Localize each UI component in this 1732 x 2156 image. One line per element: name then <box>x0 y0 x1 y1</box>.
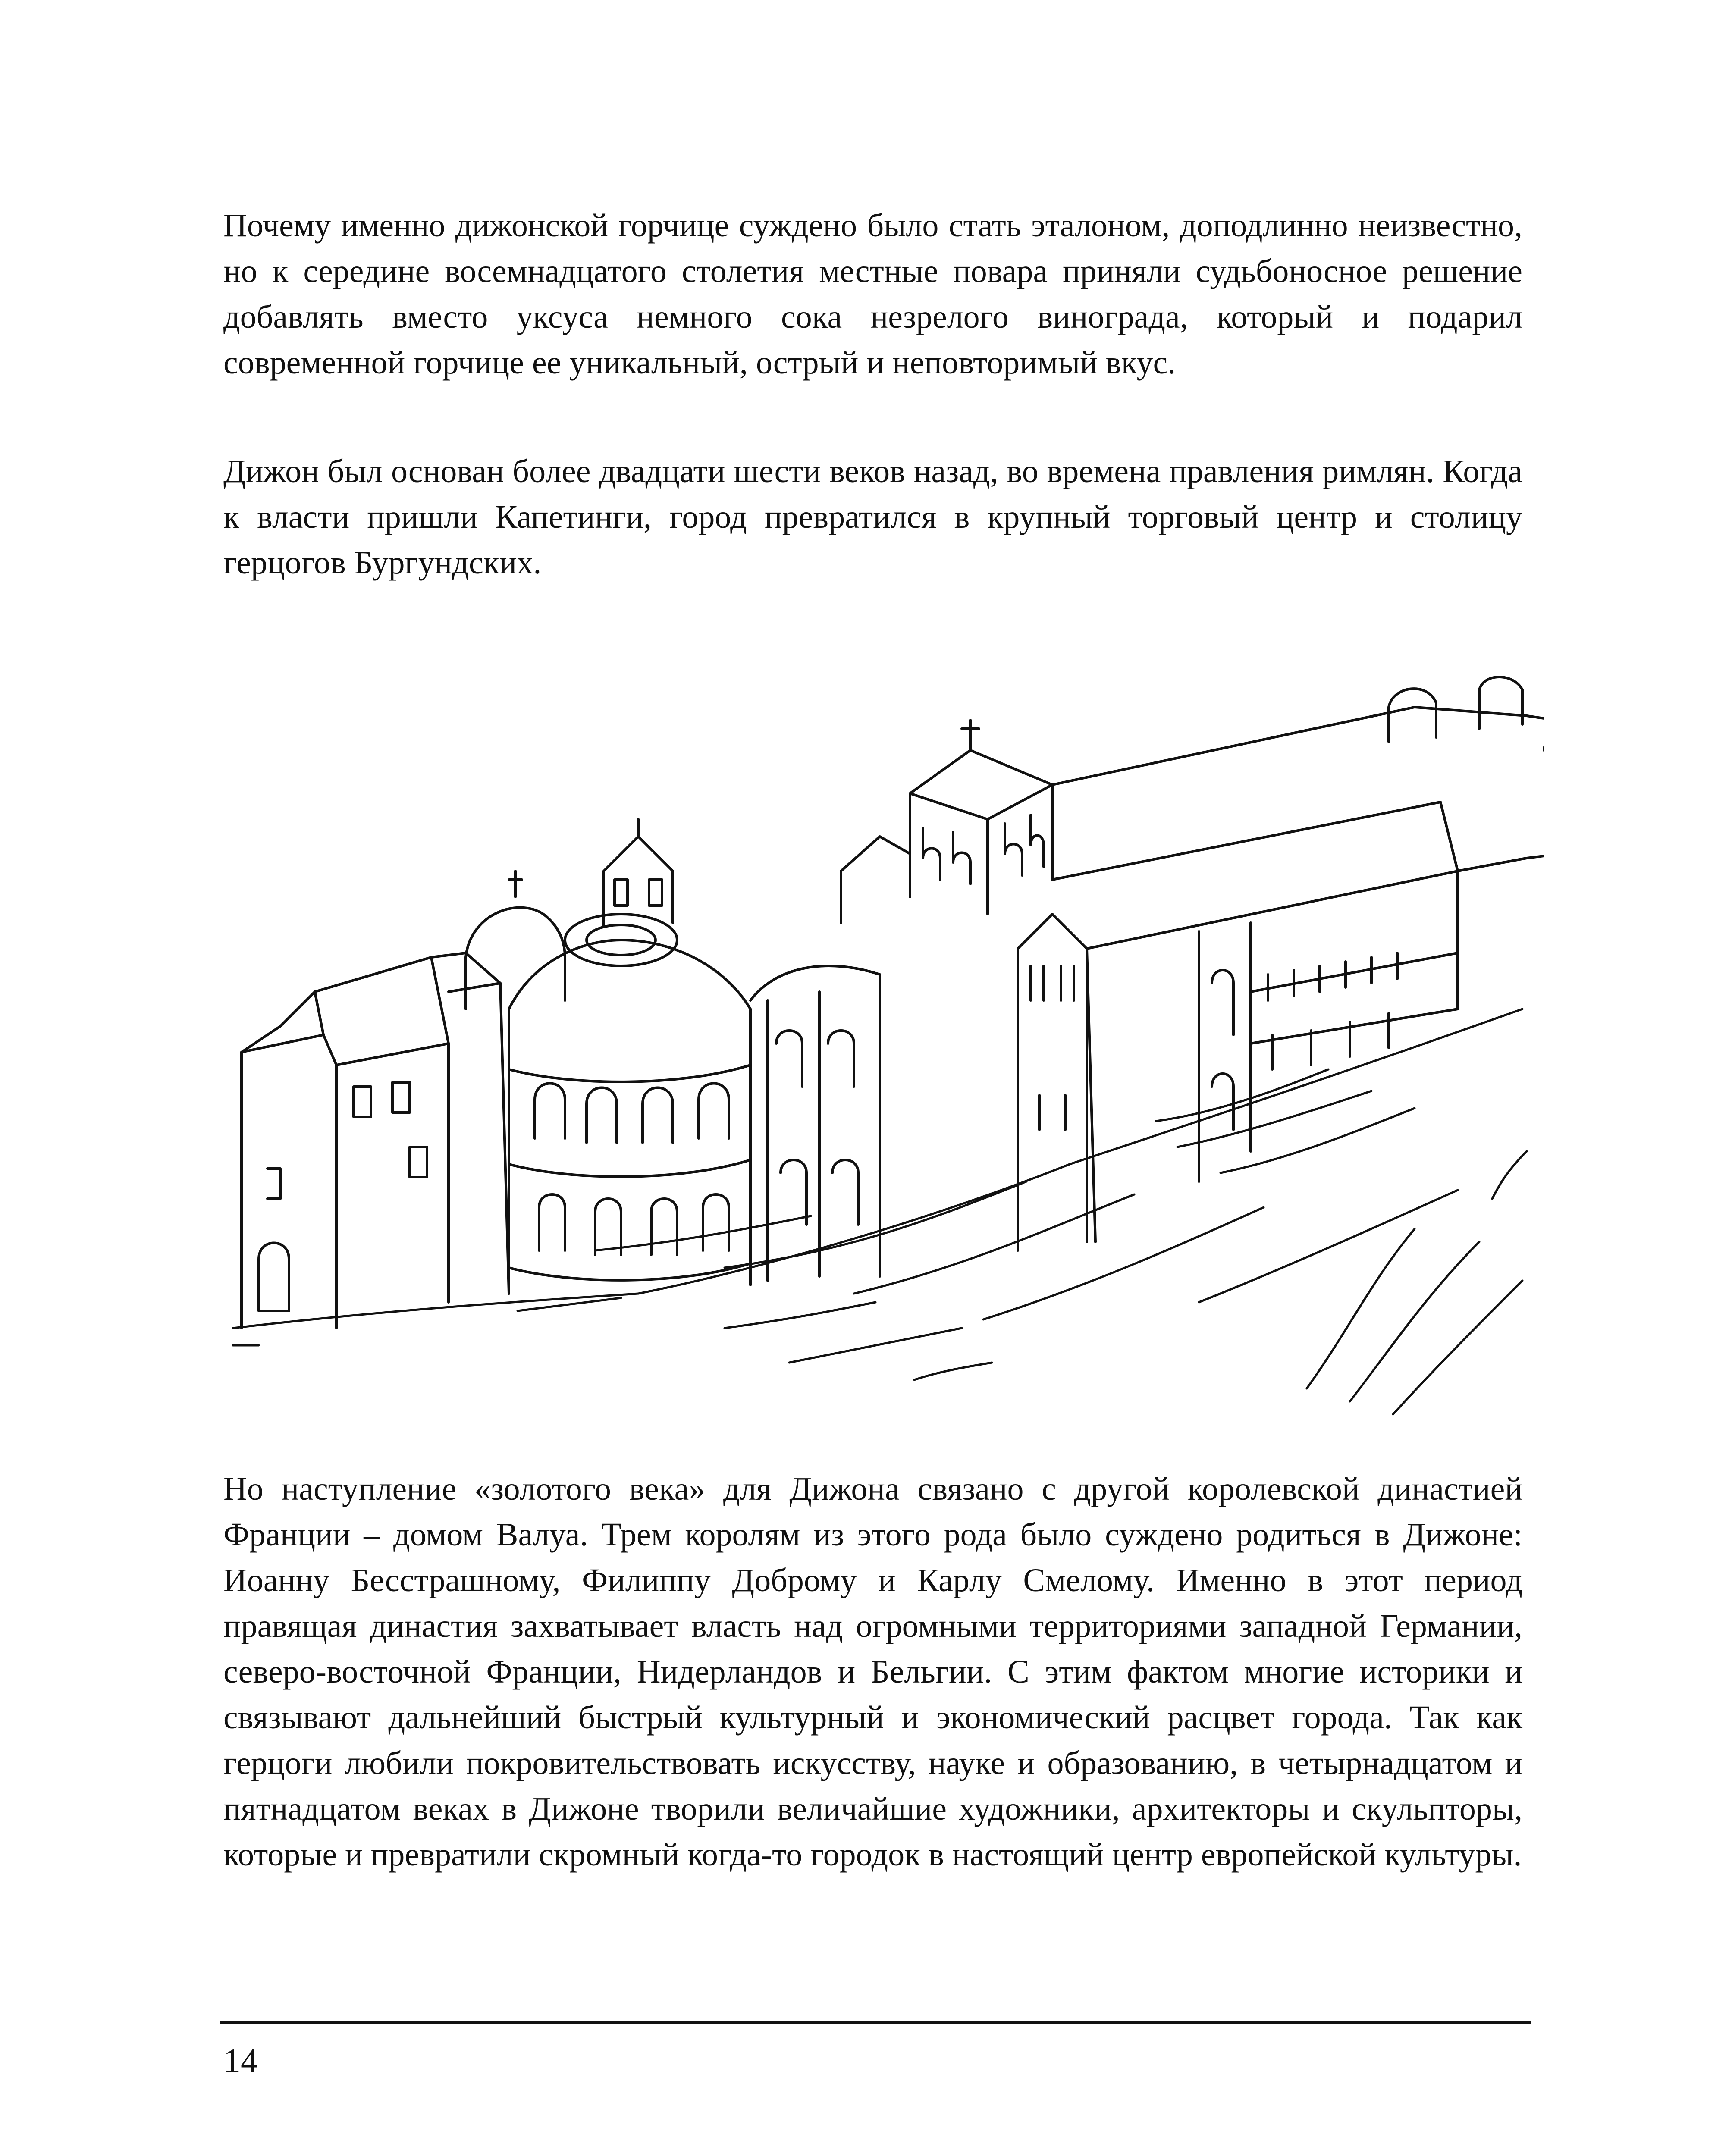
nave <box>1052 707 1527 1242</box>
small-bell-tower <box>604 819 673 927</box>
crossing-tower <box>841 720 1052 923</box>
page-number: 14 <box>223 2042 258 2080</box>
paragraph-mustard-history: Почему именно дижонской горчице суждено было стать эталоном, доподлинно неизвестно, но к середине восемнадцатого столетия местные повара приняли судьбоносное решение добавлять вместо уксуса немного сока незрелого винограда, который и подарил современной горчице ее уникальный, острый и неповторимый вкус. <box>223 207 1522 381</box>
rotunda <box>509 914 750 1294</box>
far-turrets <box>1389 677 1544 858</box>
footer-rule <box>220 2021 1531 2024</box>
left-building <box>242 953 509 1328</box>
domed-chapel <box>466 871 565 1009</box>
abbey-sketch-illustration <box>207 655 1544 1423</box>
paragraph-valois-golden-age: Но наступление «золотого века» для Дижона связано с другой королевской династией Франции – домом Валуа. Трем королям из этого рода было суждено родиться в Дижоне: Иоанну Бесстрашному, Филиппу Доброму и Карлу Смелому. Именно в этот период правящая династия захватывает власть над огромными территориями западной Германии, северо-восточной Франции, Нидерландов и Бельгии. С этим фактом многие историки и связывают дальнейший быстрый культурный и экономический расцвет города. Так как герцоги любили покровительствовать искусству, науке и образованию, в четырнадцатом и пятнадцатом веках в Дижоне творили величайшие художники, архитекторы и скульпторы, которые и превратили скромный когда-то городок в настоящий центр европейской культуры. <box>223 1471 1522 1873</box>
slender-tower <box>1018 914 1087 1250</box>
apse <box>750 966 880 1281</box>
paragraph-dijon-founding: Дижон был основан более двадцати шести веков назад, во времена правления римлян. Когда к власти пришли Капетинги, город превратился в крупный торговый центр и столицу герцогов Бургундских. <box>223 453 1522 581</box>
